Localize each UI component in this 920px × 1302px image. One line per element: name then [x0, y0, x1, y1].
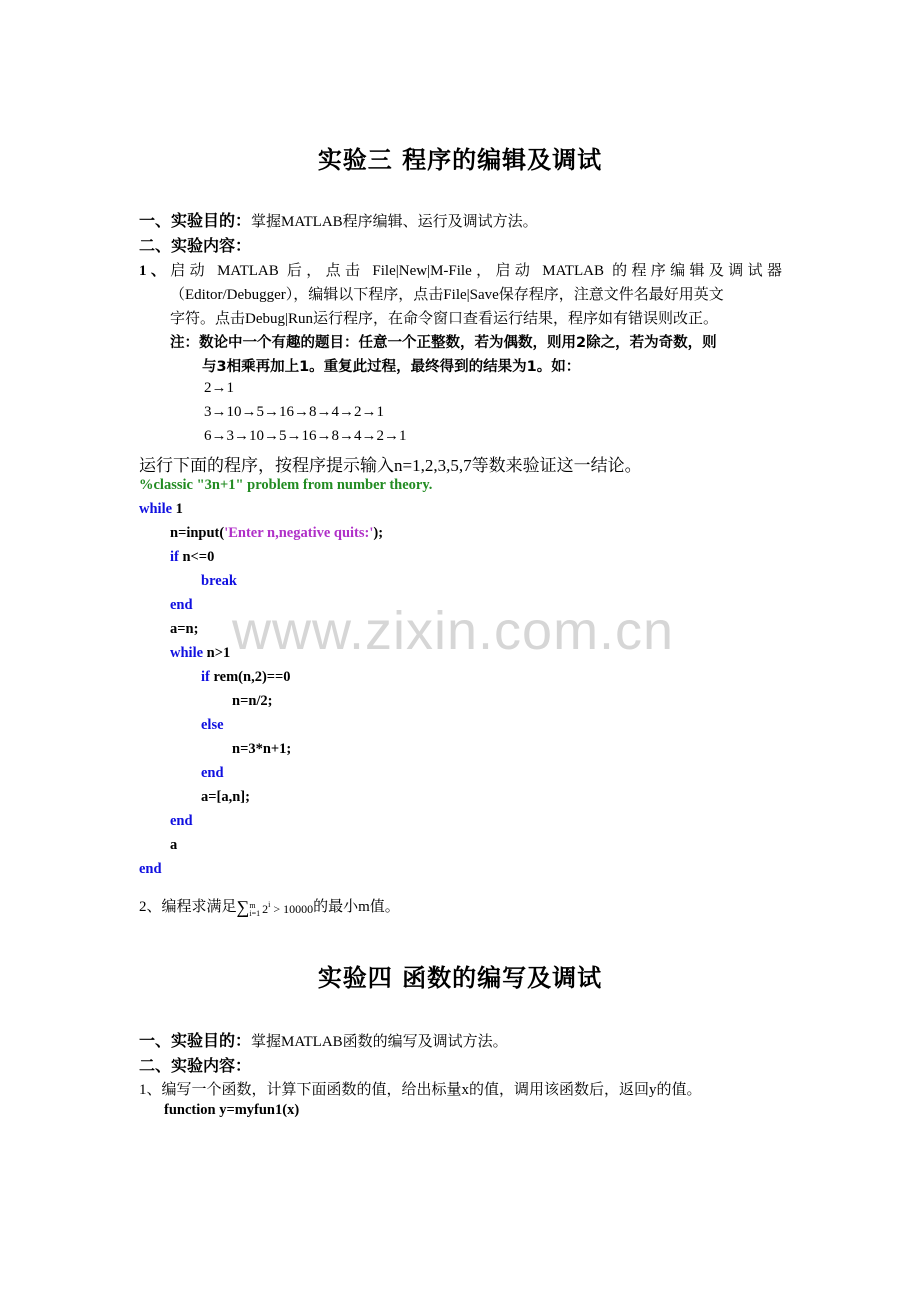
exp3-note-line2: 与3相乘再加上1。重复此过程，最终得到的结果为1。如： [202, 359, 581, 375]
code-if-arg: n<=0 [178, 549, 215, 565]
code-line-end1: end [170, 597, 193, 613]
exp4-purpose-text: 掌握MATLAB函数的编写及调试方法。 [251, 1034, 508, 1050]
code-line-n-3n1: n=3*n+1; [232, 741, 292, 757]
exp3-run-text: 运行下面的程序，按程序提示输入n=1,2,3,5,7等数来验证这一结论。 [139, 456, 642, 475]
code-line-while2 [170, 645, 230, 662]
exp3-item1-number: 1、 [139, 263, 171, 279]
code-line-else: else [201, 717, 224, 733]
exp4-code-function: function y=myfun1(x) [164, 1102, 300, 1118]
code-input-post: ); [373, 525, 384, 541]
formula-exponent: i [268, 900, 271, 909]
code-line-a: a [170, 837, 178, 853]
code-line-a-eq-n: a=n; [170, 621, 199, 637]
exp3-purpose-label: 一、实验目的： [139, 211, 252, 230]
exp3-seq2: 3→10→5→16→8→4→2→1 [204, 404, 384, 420]
exp4-content-label [139, 1053, 251, 1076]
sigma-upper: m [249, 900, 256, 910]
code-kw-while2: while [170, 645, 204, 661]
exp3-note-line1: 注：数论中一个有趣的题目：任意一个正整数，若为偶数，则用2除之，若为奇数，则 [170, 335, 717, 351]
code-line-end2: end [201, 765, 224, 781]
code-if2-arg: rem(n,2)==0 [209, 669, 291, 685]
formula-rhs: > 10000 [270, 902, 314, 916]
formula-base: 2 [262, 902, 269, 916]
code-line-a-concat: a=[a,n]; [201, 789, 250, 805]
code-input-pre: n=input( [170, 525, 225, 541]
exp3-item1-line1 [139, 259, 782, 280]
exp3-item1-line3: 字符。点击Debug|Run运行程序，在命令窗口查看运行结果，程序如有错误则改正。 [170, 311, 719, 327]
code-line-end4: end [139, 861, 162, 877]
sum-formula [237, 897, 314, 918]
code-line-end3: end [170, 813, 193, 829]
exp4-purpose [139, 1028, 508, 1051]
code-while2-arg: n>1 [203, 645, 231, 661]
exp3-title: 实验三 程序的编辑及调试 [317, 146, 603, 174]
code-kw-while: while [139, 501, 173, 517]
exp3-item2 [139, 895, 400, 918]
sigma-symbol: ∑ [236, 897, 250, 917]
code-line-break: break [201, 573, 237, 589]
code-line-if1 [170, 549, 214, 566]
exp4-item1: 1、编写一个函数，计算下面函数的值，给出标量x的值，调用该函数后，返回y的值。 [139, 1082, 702, 1098]
code-kw-if2: if [201, 669, 210, 685]
exp3-seq1: 2→1 [204, 380, 234, 396]
watermark-text: www.zixin.com.cn [232, 601, 675, 661]
sigma-limits [249, 902, 260, 918]
sigma-lower: i=1 [249, 908, 261, 918]
code-line-n-half: n=n/2; [232, 693, 273, 709]
code-while-arg: 1 [172, 501, 183, 517]
exp3-purpose-text: 掌握MATLAB程序编辑、运行及调试方法。 [251, 214, 538, 230]
exp4-title: 实验四 函数的编写及调试 [317, 964, 603, 992]
exp3-item2-pre: 2、编程求满足 [139, 899, 237, 915]
exp3-item1-line2: （Editor/Debugger），编辑以下程序，点击File|Save保存程序，注意文件名最好用英文 [170, 287, 724, 303]
exp3-content-label-text: 二、实验内容： [139, 236, 252, 255]
exp3-content-label [139, 233, 251, 256]
code-input-string: 'Enter n,negative quits:' [224, 525, 374, 541]
code-line-while1 [139, 501, 183, 518]
code-line-input [170, 525, 383, 542]
exp3-item1-text1: 启动 MATLAB 后，点击 File|New|M-File，启动 MATLAB 的程序编辑及调试器 [170, 263, 782, 279]
code-line-if2 [201, 669, 291, 686]
code-comment: %classic "3n+1" problem from number theory. [139, 477, 433, 493]
exp3-seq3: 6→3→10→5→16→8→4→2→1 [204, 428, 407, 444]
code-kw-if: if [170, 549, 179, 565]
exp4-content-label-text: 二、实验内容： [139, 1056, 252, 1075]
exp3-item2-post: 的最小m值。 [313, 899, 400, 915]
exp3-purpose [139, 208, 538, 231]
exp4-purpose-label: 一、实验目的： [139, 1031, 252, 1050]
